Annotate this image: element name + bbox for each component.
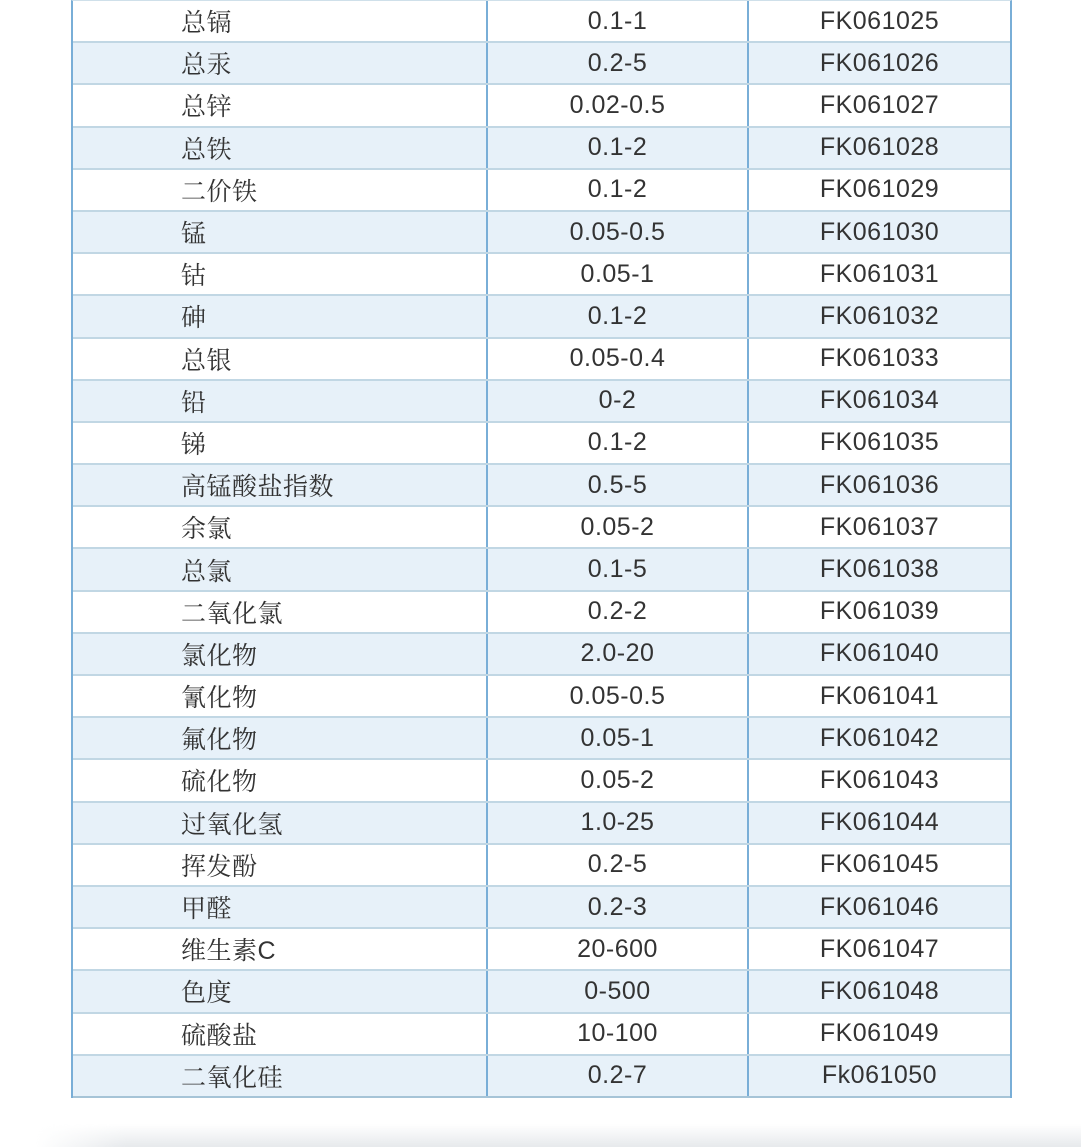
parameter-cell: 铅: [73, 381, 488, 421]
range-cell: 0.2-5: [488, 43, 749, 83]
code-cell: FK061042: [819, 723, 940, 752]
parameter-cell: 氯化物: [73, 634, 488, 674]
table-row: [73, 1, 1010, 43]
range-cell: 0.1-2: [488, 296, 749, 336]
range-cell: 0.5-5: [488, 465, 749, 505]
code-cell: FK061048: [819, 976, 940, 1005]
parameter-cell: 二氧化氯: [73, 592, 488, 632]
parameter-cell: 高锰酸盐指数: [73, 465, 488, 505]
range-cell: 0.05-0.4: [488, 339, 749, 379]
table-row: [73, 381, 1010, 423]
parameter-cell: 总锌: [73, 85, 488, 125]
parameter-cell: 锰: [73, 212, 488, 252]
code-cell: FK061049: [819, 1019, 940, 1048]
parameter-cell: 色度: [73, 971, 488, 1011]
code-cell: FK061047: [819, 934, 940, 963]
parameter-cell: 锑: [73, 423, 488, 463]
range-cell: 0.05-1: [488, 254, 749, 294]
code-cell: FK061041: [819, 681, 940, 710]
code-cell: FK061025: [819, 6, 940, 35]
table-row: [73, 718, 1010, 760]
table-row: [73, 212, 1010, 254]
range-cell: 0.02-0.5: [488, 85, 749, 125]
table-row: [73, 1056, 1010, 1098]
code-cell: FK061043: [819, 765, 940, 794]
range-cell: 1.0-25: [488, 803, 749, 843]
section-divider-shadow: [36, 1124, 1081, 1147]
range-cell: 20-600: [488, 929, 749, 969]
parameter-cell: 总镉: [73, 1, 488, 41]
range-cell: 0-2: [488, 381, 749, 421]
parameter-cell: 余氯: [73, 507, 488, 547]
code-cell: FK061033: [819, 344, 940, 373]
code-cell: Fk061050: [821, 1061, 938, 1090]
code-cell: FK061036: [819, 470, 940, 499]
parameter-cell: 总汞: [73, 43, 488, 83]
table-row: [73, 465, 1010, 507]
table-row: [73, 676, 1010, 718]
code-cell: FK061040: [819, 639, 940, 668]
range-cell: 0.1-2: [488, 128, 749, 168]
range-cell: 0.2-7: [488, 1056, 749, 1096]
range-cell: 0.2-2: [488, 592, 749, 632]
code-cell: FK061035: [819, 428, 940, 457]
code-cell: FK061026: [819, 48, 940, 77]
code-cell: FK061028: [819, 133, 940, 162]
table-row: [73, 507, 1010, 549]
parameter-cell: 挥发酚: [73, 845, 488, 885]
table-row: [73, 254, 1010, 296]
table-row: [73, 85, 1010, 127]
range-cell: 2.0-20: [488, 634, 749, 674]
table-row: [73, 339, 1010, 381]
code-cell: FK061034: [819, 386, 940, 415]
code-cell: FK061031: [819, 259, 940, 288]
range-cell: 0.1-2: [488, 170, 749, 210]
table-row: [73, 43, 1010, 85]
parameter-cell: 硫酸盐: [73, 1014, 488, 1054]
table-row: [73, 128, 1010, 170]
table-row: [73, 929, 1010, 971]
parameter-cell: 过氧化氢: [73, 803, 488, 843]
parameter-cell: 氟化物: [73, 718, 488, 758]
code-cell: FK061046: [819, 892, 940, 921]
code-cell: FK061044: [819, 808, 940, 837]
code-cell: FK061045: [819, 850, 940, 879]
table-row: [73, 887, 1010, 929]
range-cell: 0.05-0.5: [488, 212, 749, 252]
range-cell: 0.2-3: [488, 887, 749, 927]
parameter-cell: 总铁: [73, 128, 488, 168]
parameter-cell: 砷: [73, 296, 488, 336]
parameter-cell: 钴: [73, 254, 488, 294]
parameter-cell: 二氧化硅: [73, 1056, 488, 1096]
range-cell: 0.1-1: [488, 1, 749, 41]
range-cell: 10-100: [488, 1014, 749, 1054]
code-cell: FK061037: [819, 512, 940, 541]
parameter-cell: 甲醛: [73, 887, 488, 927]
range-cell: 0.2-5: [488, 845, 749, 885]
range-cell: 0.05-2: [488, 760, 749, 800]
table-row: [73, 634, 1010, 676]
range-cell: 0.05-0.5: [488, 676, 749, 716]
parameter-cell: 总氯: [73, 549, 488, 589]
table-row: [73, 170, 1010, 212]
parameter-cell: 二价铁: [73, 170, 488, 210]
table-row: [73, 1014, 1010, 1056]
code-cell: FK061038: [819, 555, 940, 584]
parameter-cell: 维生素C: [73, 929, 488, 969]
table-row: [73, 592, 1010, 634]
range-cell: 0.05-1: [488, 718, 749, 758]
code-cell: FK061027: [819, 90, 940, 119]
code-cell: FK061030: [819, 217, 940, 246]
reagent-table: [71, 0, 1012, 1098]
range-cell: 0.1-5: [488, 549, 749, 589]
code-cell: FK061039: [819, 597, 940, 626]
table-row: [73, 845, 1010, 887]
table-row: [73, 803, 1010, 845]
table-row: [73, 296, 1010, 338]
code-cell: FK061029: [819, 175, 940, 204]
table-row: [73, 423, 1010, 465]
parameter-cell: 氰化物: [73, 676, 488, 716]
code-cell: FK061032: [819, 301, 940, 330]
parameter-cell: 硫化物: [73, 760, 488, 800]
table-row: [73, 760, 1010, 802]
parameter-cell: 总银: [73, 339, 488, 379]
range-cell: 0.1-2: [488, 423, 749, 463]
range-cell: 0-500: [488, 971, 749, 1011]
range-cell: 0.05-2: [488, 507, 749, 547]
table-row: [73, 971, 1010, 1013]
table-row: [73, 549, 1010, 591]
